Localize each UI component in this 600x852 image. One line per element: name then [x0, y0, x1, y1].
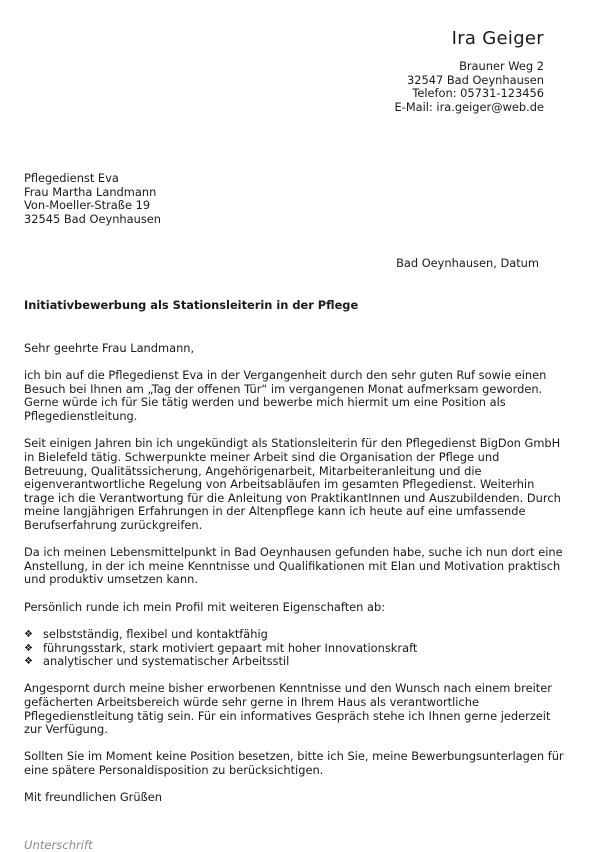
sender-name: Ira Geiger [451, 28, 544, 49]
qualities-list [24, 628, 564, 669]
paragraph-motivation: Angespornt durch meine bisher erworbenen Kenntnisse und den Wunsch nach einem breiter gefächerten Arbeitsbereich würde sehr gerne in Ihrem Haus als verantwortliche Pflegedienstleitung tätig sein. Für ein informatives Gespräch stehe ich Ihnen gerne jederzeit zur Verfügung. [24, 681, 552, 737]
paragraph-experience: Seit einigen Jahren bin ich ungekündigt als Stationsleiterin für den Pflegedienst BigDon GmbH in Bielefeld tätig. Schwerpunkte meiner Arbeit sind die Organisation der Pflege und Betreuung, Qualitätssicherung, Angehörigenarbeit, Mitarbeiteranleitung und die eigenverantwortliche Regelung von Arbeitsabläufen im gesamten Pflegedienst. Weiterhin trage ich die Verantwortung für die Anleitung von PraktikantInnen und Auszubildenden. Durch meine langjährigen Erfahrungen in der Altenpflege kann ich heute auf eine umfassende Berufserfahrung zurückgreifen. [24, 436, 561, 532]
sender-block [395, 28, 544, 115]
list-item [24, 642, 564, 656]
paragraph-relocation: Da ich meinen Lebensmittelpunkt in Bad Oeynhausen gefunden habe, suche ich nun dort eine Anstellung, in der ich meine Kenntnisse und Qualifikationen mit Elan und Motivation praktisch und produktiv umsetzen kann. [24, 545, 563, 587]
list-item-text: analytischer und systematischer Arbeitsstil [43, 654, 290, 669]
recipient-person: Frau Martha Landmann [24, 184, 157, 199]
recipient-city: 32545 Bad Oeynhausen [24, 211, 162, 226]
diamond-bullet-icon: ❖ [24, 656, 33, 668]
recipient-company: Pflegedienst Eva [24, 171, 119, 185]
salutation: Sehr geehrte Frau Landmann, [24, 341, 195, 355]
recipient-street: Von-Moeller-Straße 19 [24, 198, 151, 213]
subject-line: Initiativbewerbung als Stationsleiterin in der Pflege [24, 298, 359, 312]
letter-body [24, 342, 564, 819]
list-item [24, 655, 564, 669]
list-item-text: selbstständig, flexibel und kontaktfähig [43, 626, 268, 641]
signature-placeholder: Unterschrift [24, 838, 93, 852]
place-date: Bad Oeynhausen, Datum [396, 256, 539, 270]
list-item-text: führungsstark, stark motiviert gepaart mit hoher Innovationskraft [43, 640, 418, 655]
sender-city: 32547 Bad Oeynhausen [406, 72, 544, 87]
paragraph-closing-request: Sollten Sie im Moment keine Position besetzen, bitte ich Sie, meine Bewerbungsunterlagen für eine spätere Personaldisposition zu berücksichtigen. [24, 749, 564, 778]
sender-phone: Telefon: 05731-123456 [412, 86, 544, 101]
sender-email: E-Mail: ira.geiger@web.de [394, 100, 544, 115]
paragraph-intro: ich bin auf die Pflegedienst Eva in der Vergangenheit durch den sehr guten Ruf sowie einen Besuch bei Ihnen am „Tag der offenen Tür“ im vergangenen Monat aufmerksam geworden. Gerne würde ich für Sie tätig werden und bewerbe mich hiermit um eine Position als Pflegedienstleitung. [24, 368, 547, 424]
sender-street: Brauner Weg 2 [459, 59, 544, 73]
recipient-block [24, 172, 161, 226]
list-item [24, 628, 564, 642]
diamond-bullet-icon: ❖ [24, 628, 33, 640]
paragraph-profile: Persönlich runde ich mein Profil mit weiteren Eigenschaften ab: [24, 599, 386, 614]
diamond-bullet-icon: ❖ [24, 642, 33, 654]
greeting: Mit freundlichen Grüßen [24, 790, 162, 805]
